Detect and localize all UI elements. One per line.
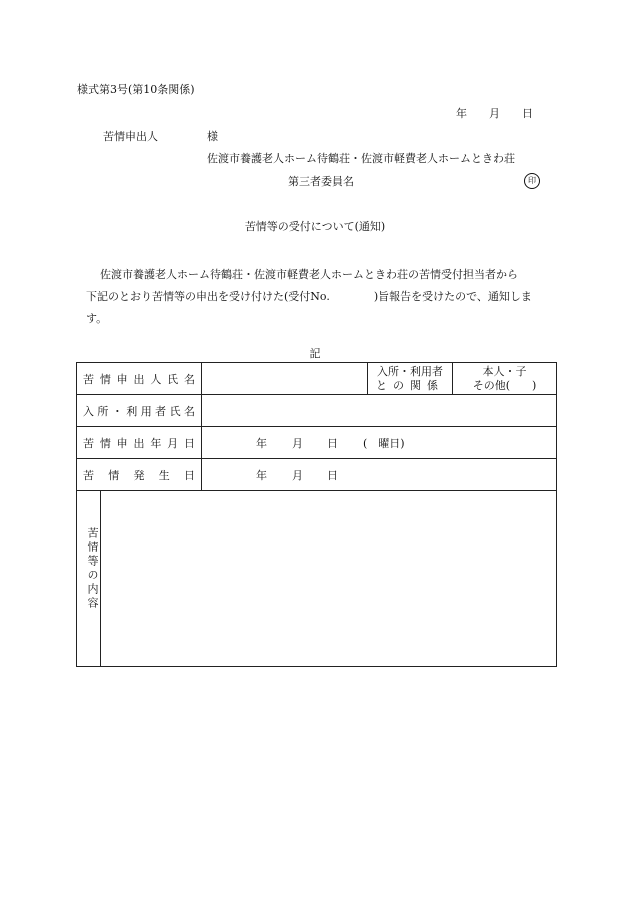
- date-year: 年: [456, 107, 467, 120]
- occurrence-date-day: 日: [327, 468, 338, 482]
- document-title: 苦情等の受付について(通知): [244, 220, 386, 233]
- relationship-options-line-1: 本人・子: [482, 364, 527, 378]
- relationship-options[interactable]: [453, 363, 557, 395]
- complaint-content-field[interactable]: [101, 491, 557, 667]
- table-row: [77, 363, 557, 395]
- ki-heading: 記: [309, 347, 321, 360]
- complaint-date-year: 年: [256, 436, 267, 450]
- date-month: 月: [489, 107, 500, 120]
- committee-label: 第三者委員名: [288, 175, 354, 188]
- table-row: [77, 427, 557, 459]
- complaint-date-field[interactable]: [202, 427, 557, 459]
- body-paragraph: [86, 264, 554, 330]
- complaint-date-weekday: ( 曜日): [363, 436, 405, 450]
- form-id: 様式第3号(第10条関係): [77, 83, 195, 96]
- complainant-name-field[interactable]: [202, 363, 368, 395]
- table-row: [77, 491, 557, 667]
- body-line-2: 下記のとおり苦情等の申出を受け付けた(受付No. )旨報告を受けたので、通知しま: [86, 290, 532, 303]
- body-line-3: す。: [86, 312, 108, 325]
- relationship-label-line-1: 入所・利用者: [377, 364, 443, 378]
- complaint-date-day: 日: [327, 436, 338, 450]
- occurrence-date-year: 年: [256, 468, 267, 482]
- date-day: 日: [522, 107, 533, 120]
- occurrence-date-month: 月: [292, 468, 303, 482]
- facility-line: 佐渡市養護老人ホーム待鶴荘・佐渡市軽費老人ホームときわ荘: [207, 152, 515, 165]
- resident-name-field[interactable]: [202, 395, 557, 427]
- relationship-options-line-2: その他( ): [472, 378, 537, 392]
- seal-mark: 印: [524, 173, 540, 189]
- complaint-content-label: 苦情等の内容: [77, 491, 101, 667]
- relationship-label: [368, 363, 453, 395]
- complaint-date-month: 月: [292, 436, 303, 450]
- record-table: [76, 362, 557, 667]
- resident-name-label: 入所・利用者氏名: [77, 395, 202, 427]
- date-line: [456, 108, 533, 119]
- complaint-date-label: 苦情申出年月日: [77, 427, 202, 459]
- relationship-label-line-2: との関係: [376, 378, 444, 392]
- body-line-1: 佐渡市養護老人ホーム待鶴荘・佐渡市軽費老人ホームときわ荘の苦情受付担当者から: [100, 268, 518, 281]
- table-row: [77, 395, 557, 427]
- table-row: [77, 459, 557, 491]
- occurrence-date-field[interactable]: [202, 459, 557, 491]
- complainant-label: 苦情申出人: [103, 130, 158, 143]
- occurrence-date-label: 苦情発生日: [77, 459, 202, 491]
- complainant-suffix: 様: [207, 130, 218, 143]
- complainant-name-label: 苦情申出人氏名: [77, 363, 202, 395]
